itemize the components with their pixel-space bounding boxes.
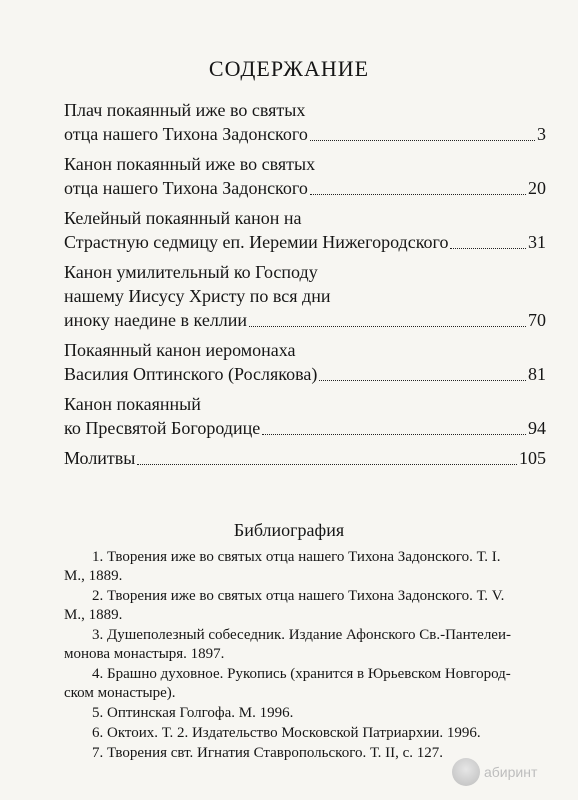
toc-page-number: 105 xyxy=(519,448,546,468)
toc-leader-dots xyxy=(137,464,517,465)
toc-entry xyxy=(64,260,546,332)
bibliography-item-continuation: ском монастыре). xyxy=(64,685,176,701)
toc-entry xyxy=(64,392,546,440)
toc-entry-line: Канон покаянный иже во святых xyxy=(64,154,316,174)
watermark-text: абиринт xyxy=(484,764,538,780)
toc-leader-dots xyxy=(310,140,535,141)
toc-entry xyxy=(64,206,546,254)
toc-entry-last-line xyxy=(64,122,546,146)
toc-entry-text: отца нашего Тихона Задонского xyxy=(64,124,308,144)
toc-page-number: 31 xyxy=(528,232,546,252)
bibliography-item-text: 2. Творения иже во святых отца нашего Тихона Задонского. Т. V. xyxy=(92,588,505,604)
toc-entry-text: Василия Оптинского (Рослякова) xyxy=(64,364,318,384)
toc-entry-last-line xyxy=(64,176,546,200)
toc-page-number: 70 xyxy=(528,310,546,330)
toc-entry-line: Плач покаянный иже во святых xyxy=(64,100,306,120)
toc-entry-last-line xyxy=(64,362,546,386)
bibliography-item xyxy=(64,587,546,625)
toc-leader-dots xyxy=(262,434,526,435)
bibliography-item-text: 7. Творения свт. Игнатия Ставропольского. Т. II, с. 127. xyxy=(92,745,444,761)
toc-entry-text: иноку наедине в келлии xyxy=(64,310,248,330)
toc-entry-line: Покаянный канон иеромонаха xyxy=(64,340,296,360)
toc-page-number: 94 xyxy=(528,418,546,438)
toc-entry xyxy=(64,338,546,386)
toc-page-number: 81 xyxy=(528,364,546,384)
toc-entry xyxy=(64,152,546,200)
toc-entry-line: Канон умилительный ко Господу xyxy=(64,262,318,282)
bibliography-item-text: 3. Душеполезный собеседник. Издание Афонского Св.-Пантелеи- xyxy=(92,627,511,643)
bibliography-item xyxy=(64,548,546,586)
bibliography-item-continuation: М., 1889. xyxy=(64,607,123,623)
toc-entry-line: Келейный покаянный канон на xyxy=(64,208,302,228)
bibliography-item-continuation: монова монастыря. 1897. xyxy=(64,646,225,662)
toc-entry-last-line xyxy=(64,308,546,332)
toc-leader-dots xyxy=(249,326,526,327)
bibliography-item xyxy=(64,665,546,703)
bibliography-title: Библиография xyxy=(233,520,345,540)
toc-page-number: 3 xyxy=(537,124,546,144)
toc-entry-line: нашему Иисусу Христу по вся дни xyxy=(64,286,331,306)
bibliography-item xyxy=(64,724,546,743)
bibliography-item-text: 5. Оптинская Голгофа. М. 1996. xyxy=(92,705,294,721)
watermark xyxy=(452,752,572,792)
toc-entry-line: Канон покаянный xyxy=(64,394,201,414)
bibliography-item xyxy=(64,626,546,664)
labirint-logo-icon xyxy=(452,758,480,786)
page-title: СОДЕРЖАНИЕ xyxy=(208,56,370,81)
toc-leader-dots xyxy=(319,380,526,381)
toc-entry-last-line xyxy=(64,416,546,440)
toc-entry-last-line xyxy=(64,446,546,470)
toc-entry xyxy=(64,98,546,146)
toc-entry xyxy=(64,446,546,470)
toc-leader-dots xyxy=(310,194,526,195)
toc-entry-text: Страстную седмицу еп. Иеремии Нижегородского xyxy=(64,232,449,252)
toc-page-number: 20 xyxy=(528,178,546,198)
toc-entry-text: ко Пресвятой Богородице xyxy=(64,418,261,438)
bibliography-item-text: 6. Октоих. Т. 2. Издательство Московской Патриархии. 1996. xyxy=(92,725,481,741)
toc-leader-dots xyxy=(450,248,526,249)
toc-entry-last-line xyxy=(64,230,546,254)
bibliography-item-text: 4. Брашно духовное. Рукопись (хранится в Юрьевском Новгород- xyxy=(92,666,511,682)
table-of-contents xyxy=(64,98,546,470)
bibliography-item-text: 1. Творения иже во святых отца нашего Тихона Задонского. Т. I. xyxy=(92,549,501,565)
bibliography-item xyxy=(64,704,546,723)
toc-entry-text: отца нашего Тихона Задонского xyxy=(64,178,308,198)
bibliography-item-continuation: М., 1889. xyxy=(64,568,123,584)
bibliography-list xyxy=(64,548,546,764)
toc-entry-text: Молитвы xyxy=(64,448,136,468)
